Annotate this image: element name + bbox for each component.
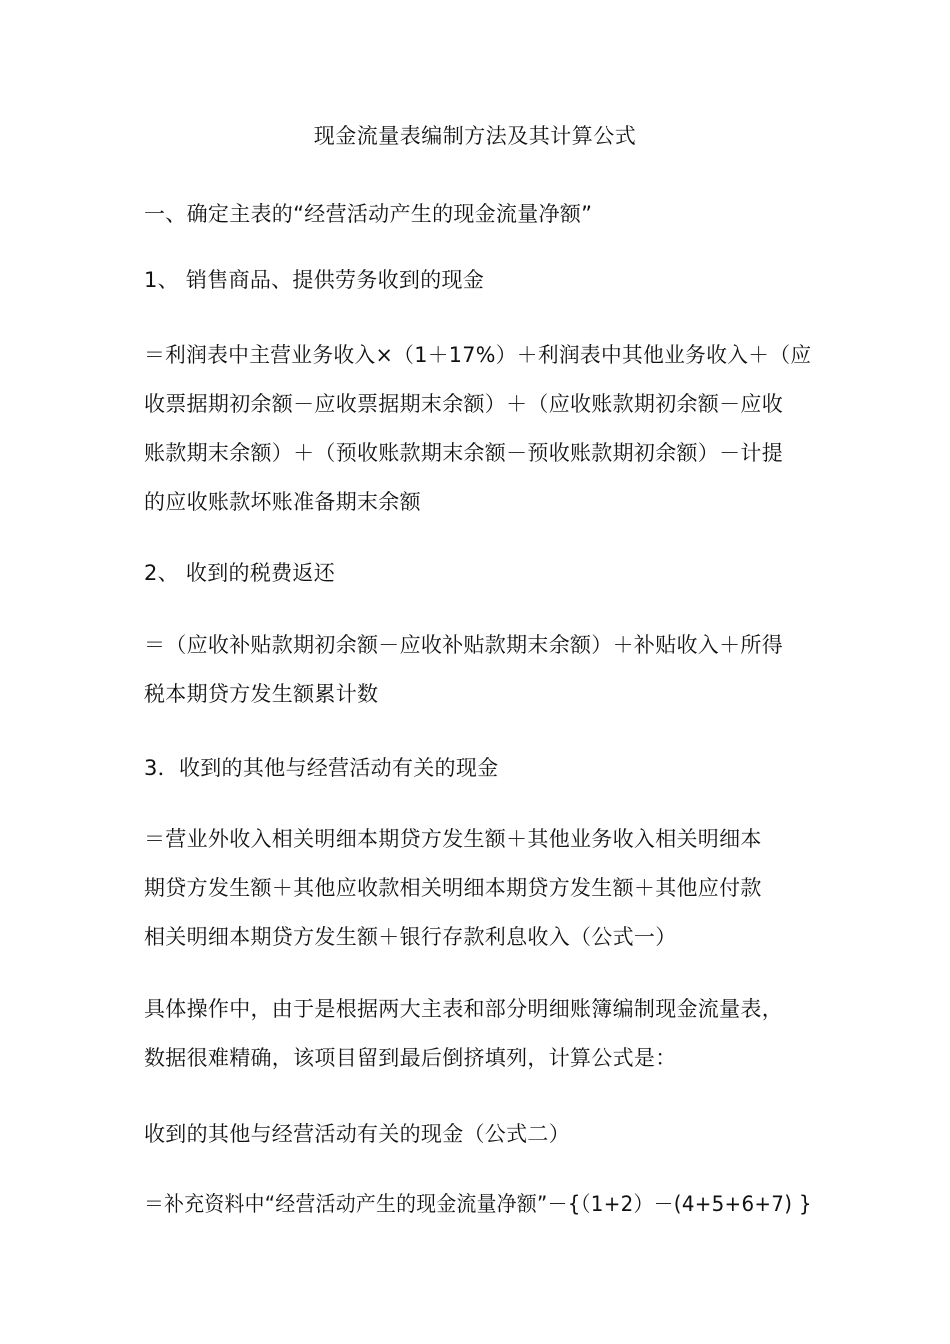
item3-heading: 3．收到的其他与经营活动有关的现金: [144, 756, 499, 780]
section-heading: 一、确定主表的“经营活动产生的现金流量净额”: [144, 202, 593, 226]
note-line: 具体操作中，由于是根据两大主表和部分明细账簿编制现金流量表，: [144, 997, 783, 1021]
item3-formula: [144, 815, 812, 962]
page-title: 现金流量表编制方法及其计算公式: [313, 124, 637, 148]
formula2: [144, 1180, 812, 1229]
formula-line: 收票据期初余额－应收票据期末余额）＋（应收账款期初余额－应收: [144, 392, 783, 416]
formula-line: 的应收账款坏账准备期末余额: [144, 490, 421, 514]
formula-line: ＝营业外收入相关明细本期贷方发生额＋其他业务收入相关明细本: [144, 827, 762, 851]
formula-line: 账款期末余额）＋（预收账款期末余额－预收账款期初余额）－计提: [144, 441, 783, 465]
item3-note: [144, 985, 812, 1083]
item1-formula: [144, 331, 812, 527]
formula-line: ＝（应收补贴款期初余额－应收补贴款期末余额）＋补贴收入＋所得: [144, 633, 783, 657]
item2-heading: 2、 收到的税费返还: [144, 561, 336, 585]
formula-line: 期贷方发生额＋其他应收款相关明细本期贷方发生额＋其他应付款: [144, 876, 762, 900]
item1-heading: 1、 销售商品、提供劳务收到的现金: [144, 268, 485, 292]
formula-line: 相关明细本期贷方发生额＋银行存款利息收入（公式一）: [144, 925, 677, 949]
note-line: 数据很难精确，该项目留到最后倒挤填列，计算公式是：: [144, 1046, 677, 1070]
formula-line: 税本期贷方发生额累计数: [144, 682, 379, 706]
formula-line: ＝补充资料中“经营活动产生的现金流量净额”－{（1+2）－(4+5+6+7) }: [144, 1192, 812, 1216]
item2-formula: [144, 621, 812, 719]
formula2-heading: 收到的其他与经营活动有关的现金（公式二）: [144, 1122, 570, 1146]
formula-line: ＝利润表中主营业务收入×（1＋17%）＋利润表中其他业务收入＋（应: [144, 343, 812, 367]
